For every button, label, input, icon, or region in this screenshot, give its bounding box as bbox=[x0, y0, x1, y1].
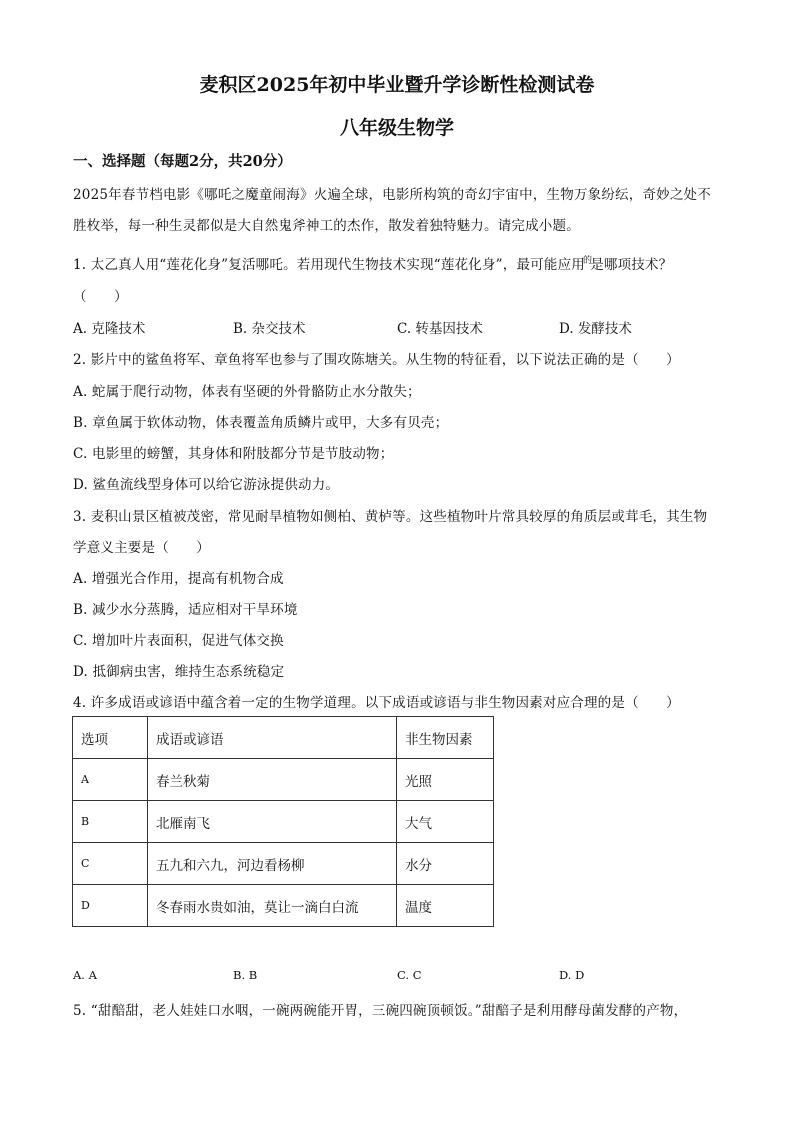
table-cell-idiom: 北雁南飞 bbox=[148, 801, 397, 843]
question-1-option-b[interactable]: B. 杂交技术 bbox=[233, 321, 306, 337]
question-1-stem bbox=[73, 253, 672, 273]
question-2-option-a[interactable]: A. 蛇属于爬行动物，体表有坚硬的外骨骼防止水分散失； bbox=[73, 384, 421, 400]
question-3-option-c[interactable]: C. 增加叶片表面积，促进气体交换 bbox=[73, 633, 284, 649]
question-3-stem-line-1: 3. 麦积山景区植被茂密，常见耐旱植物如侧柏、黄栌等。这些植物叶片常具较厚的角质层或茸毛，其生物 bbox=[73, 509, 708, 525]
question-3-option-d[interactable]: D. 抵御病虫害，维持生态系统稳定 bbox=[73, 664, 285, 680]
question-1-stem-part-1: 1. 太乙真人用“莲花化身”复活哪吒。若用现代生物技术实现“莲花化身”，最可能应用 bbox=[73, 257, 585, 273]
question-1-option-a[interactable]: A. 克隆技术 bbox=[73, 321, 146, 337]
question-4-table bbox=[72, 716, 494, 927]
intro-text-line-2: 胜枚举，每一种生灵都似是大自然鬼斧神工的杰作，散发着独特魅力。请完成小题。 bbox=[73, 218, 580, 234]
table-cell-idiom: 春兰秋菊 bbox=[148, 759, 397, 801]
table-header-cell: 成语或谚语 bbox=[148, 717, 397, 759]
question-1-option-d[interactable]: D. 发酵技术 bbox=[559, 321, 632, 337]
question-4-option-d[interactable]: D. D bbox=[559, 968, 585, 982]
table-row bbox=[73, 759, 494, 801]
question-2-option-b[interactable]: B. 章鱼属于软体动物，体表覆盖角质鳞片或甲，大多有贝壳； bbox=[73, 415, 449, 431]
question-3-stem-line-2: 学意义主要是（ ） bbox=[73, 540, 210, 556]
question-1-stem-mark: 的 bbox=[582, 256, 593, 266]
table-header-cell: 非生物因素 bbox=[397, 717, 494, 759]
intro-text-line-1: 2025年春节档电影《哪吒之魔童闹海》火遍全球，电影所构筑的奇幻宇宙中，生物万象纷纭，奇妙之处不 bbox=[73, 187, 711, 203]
table-cell-option: D bbox=[73, 885, 148, 927]
question-4-option-c[interactable]: C. C bbox=[397, 968, 422, 982]
question-2-option-d[interactable]: D. 鲨鱼流线型身体可以给它游泳提供动力。 bbox=[73, 477, 340, 493]
question-1-stem-part-2: 是哪项技术？ bbox=[590, 257, 673, 273]
table-cell-factor: 水分 bbox=[397, 843, 494, 885]
question-2-stem: 2. 影片中的鲨鱼将军、章鱼将军也参与了围攻陈塘关。从生物的特征看，以下说法正确的是（ ） bbox=[73, 352, 680, 368]
question-4-option-a[interactable]: A. A bbox=[73, 968, 97, 982]
table-row bbox=[73, 843, 494, 885]
question-3-option-b[interactable]: B. 减少水分蒸腾，适应相对干旱环境 bbox=[73, 602, 298, 618]
table-header-row bbox=[73, 717, 494, 759]
table-cell-factor: 温度 bbox=[397, 885, 494, 927]
table-row bbox=[73, 801, 494, 843]
exam-title: 麦积区2025年初中毕业暨升学诊断性检测试卷 bbox=[199, 74, 595, 96]
table-cell-option: C bbox=[73, 843, 148, 885]
question-2-option-c[interactable]: C. 电影里的螃蟹，其身体和附肢都分节是节肢动物； bbox=[73, 446, 394, 462]
table-row bbox=[73, 885, 494, 927]
table-cell-idiom: 五九和六九，河边看杨柳 bbox=[148, 843, 397, 885]
table-header-cell: 选项 bbox=[73, 717, 148, 759]
question-1-option-c[interactable]: C. 转基因技术 bbox=[397, 321, 483, 337]
table-cell-option: B bbox=[73, 801, 148, 843]
question-5-stem: 5. “甜醅甜，老人娃娃口水咽，一碗两碗能开胃，三碗四碗顶顿饭。”甜醅子是利用酵母菌发酵的产物， bbox=[73, 1003, 688, 1019]
question-4-stem: 4. 许多成语或谚语中蕴含着一定的生物学道理。以下成语或谚语与非生物因素对应合理的是（ ） bbox=[73, 695, 680, 711]
table-cell-idiom: 冬春雨水贵如油，莫让一滴白白流 bbox=[148, 885, 397, 927]
question-4-option-b[interactable]: B. B bbox=[233, 968, 258, 982]
question-3-option-a[interactable]: A. 增强光合作用，提高有机物合成 bbox=[73, 571, 284, 587]
section-heading: 一、选择题（每题2分，共20分） bbox=[73, 153, 292, 170]
question-1-blank: （ ） bbox=[73, 289, 128, 305]
table-cell-factor: 光照 bbox=[397, 759, 494, 801]
exam-subtitle: 八年级生物学 bbox=[339, 117, 454, 139]
table-cell-factor: 大气 bbox=[397, 801, 494, 843]
table-cell-option: A bbox=[73, 759, 148, 801]
